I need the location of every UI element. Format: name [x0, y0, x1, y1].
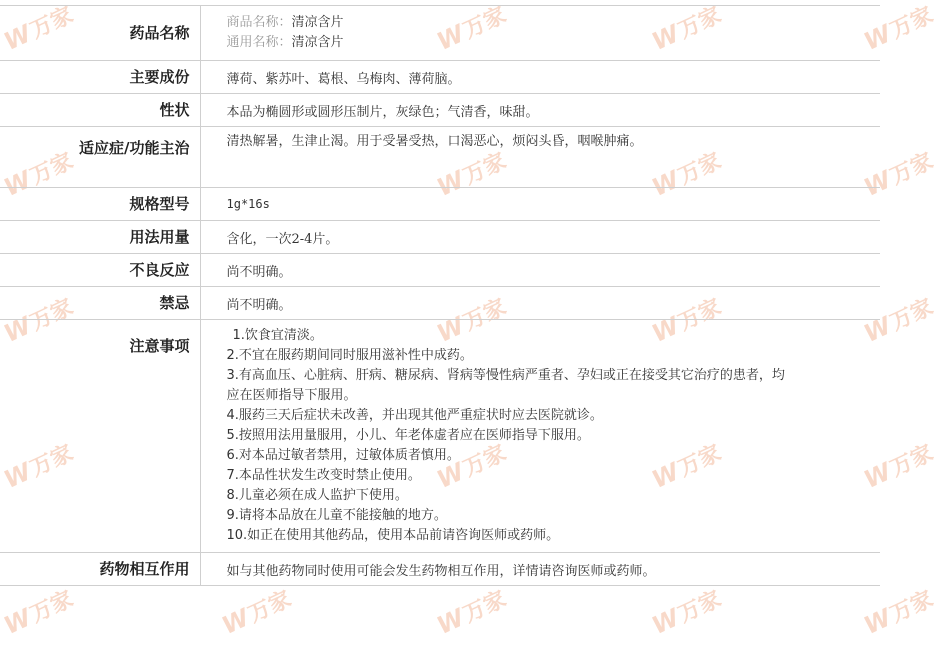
watermark-logo: W万家	[647, 440, 726, 494]
trade-name-line	[227, 13, 881, 33]
indications-label: 适应症/功能主治	[0, 127, 200, 188]
watermark-logo: W万家	[0, 586, 78, 640]
watermark-logo: W万家	[859, 294, 938, 348]
watermark-logo: W万家	[217, 586, 296, 640]
dosage-value: 含化，一次2-4片。	[200, 221, 880, 254]
precaution-item: 7.本品性状发生改变时禁止使用。	[226, 468, 421, 483]
ingredients-label: 主要成份	[0, 61, 200, 94]
drug-spec-table	[0, 5, 880, 586]
generic-name-value: 清凉含片	[291, 35, 344, 50]
watermark-logo: W万家	[647, 2, 726, 56]
appearance-label: 性状	[0, 94, 200, 127]
watermark-logo: W万家	[432, 148, 511, 202]
appearance-value: 本品为椭圆形或圆形压制片，灰绿色；气清香，味甜。	[200, 94, 880, 127]
precaution-item: 8.儿童必须在成人监护下使用。	[226, 488, 408, 503]
specification-label: 规格型号	[0, 188, 200, 221]
precaution-item: 6.对本品过敏者禁用，过敏体质者慎用。	[226, 448, 460, 463]
adverse-reactions-value: 尚不明确。	[200, 254, 880, 287]
interactions-value: 如与其他药物同时使用可能会发生药物相互作用，详情请咨询医师或药师。	[200, 553, 880, 586]
generic-name-label: 通用名称：	[226, 35, 292, 50]
precaution-item: 9.请将本品放在儿童不能接触的地方。	[226, 508, 447, 523]
watermark-logo: W万家	[859, 440, 938, 494]
watermark-logo: W万家	[0, 2, 78, 56]
watermark-logo: W万家	[859, 2, 938, 56]
row-ingredients	[0, 61, 880, 94]
precaution-item: 1.饮食宜清淡。	[232, 328, 323, 343]
watermark-logo: W万家	[0, 148, 78, 202]
watermark-logo: W万家	[432, 294, 511, 348]
ingredients-value: 薄荷、紫苏叶、葛根、乌梅肉、薄荷脑。	[200, 61, 880, 94]
row-appearance	[0, 94, 880, 127]
precautions-list	[200, 320, 880, 553]
watermark-logo: W万家	[647, 294, 726, 348]
indications-value: 清热解暑，生津止渴。用于受暑受热，口渴恶心，烦闷头昏，咽喉肿痛。	[200, 127, 880, 188]
interactions-label: 药物相互作用	[0, 553, 200, 586]
row-dosage	[0, 221, 880, 254]
precautions-label: 注意事项	[0, 320, 200, 553]
product-name-value	[200, 6, 880, 61]
trade-name-value: 清凉含片	[291, 15, 344, 30]
precaution-item: 2.不宜在服药期间同时服用滋补性中成药。	[226, 348, 473, 363]
precaution-item: 10.如正在使用其他药品，使用本品前请咨询医师或药师。	[226, 528, 560, 543]
watermark-logo: W万家	[859, 586, 938, 640]
precaution-item: 4.服药三天后症状未改善，并出现其他严重症状时应去医院就诊。	[226, 408, 603, 423]
contraindications-label: 禁忌	[0, 287, 200, 320]
watermark-logo: W万家	[647, 586, 726, 640]
precaution-item: 5.按照用法用量服用，小儿、年老体虚者应在医师指导下服用。	[226, 428, 590, 443]
generic-name-line	[227, 33, 881, 53]
watermark-logo: W万家	[647, 148, 726, 202]
watermark-logo: W万家	[432, 440, 511, 494]
row-indications	[0, 127, 880, 188]
watermark-logo: W万家	[0, 294, 78, 348]
row-interactions	[0, 553, 880, 586]
row-precautions	[0, 320, 880, 553]
watermark-logo: W万家	[432, 2, 511, 56]
row-contraindications	[0, 287, 880, 320]
watermark-logo: W万家	[859, 148, 938, 202]
watermark-logo: W万家	[432, 586, 511, 640]
contraindications-value: 尚不明确。	[200, 287, 880, 320]
trade-name-label: 商品名称：	[226, 15, 292, 30]
row-adverse-reactions	[0, 254, 880, 287]
row-product-name	[0, 6, 880, 61]
product-name-label: 药品名称	[0, 6, 200, 61]
precaution-item: 3.有高血压、心脏病、肝病、糖尿病、肾病等慢性病严重者、孕妇或正在接受其它治疗的患者，均应在医师指导下服用。	[226, 368, 785, 403]
watermark-logo: W万家	[0, 440, 78, 494]
row-specification	[0, 188, 880, 221]
specification-value: 1g*16s	[200, 188, 880, 221]
dosage-label: 用法用量	[0, 221, 200, 254]
adverse-reactions-label: 不良反应	[0, 254, 200, 287]
